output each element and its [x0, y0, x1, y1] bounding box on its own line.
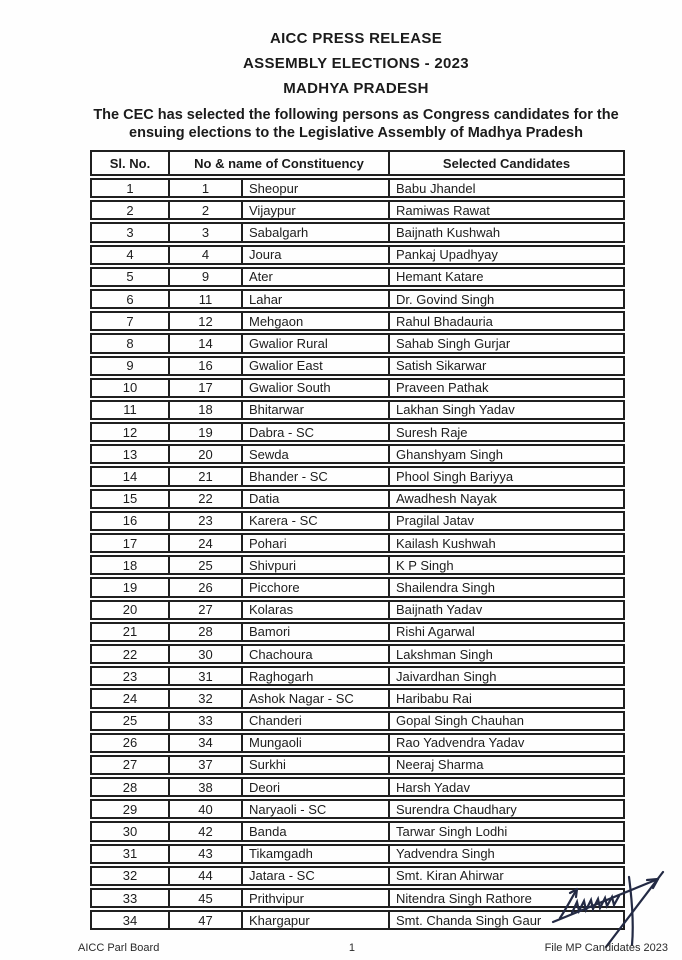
table-row [90, 688, 625, 708]
table-row [90, 600, 625, 620]
candidate-cell: Satish Sikarwar [390, 356, 625, 376]
sl-no-cell: 17 [90, 533, 170, 553]
constituency-name-cell: Pohari [243, 533, 390, 553]
constituency-name-cell: Bamori [243, 622, 390, 642]
table-row [90, 267, 625, 287]
table-row [90, 866, 625, 886]
constituency-no-cell: 9 [170, 267, 243, 287]
constituency-name-cell: Mungaoli [243, 733, 390, 753]
constituency-name-cell: Datia [243, 489, 390, 509]
table-row [90, 622, 625, 642]
candidate-cell: K P Singh [390, 555, 625, 575]
sl-no-cell: 8 [90, 333, 170, 353]
candidate-cell: Pankaj Upadhyay [390, 245, 625, 265]
table-row [90, 356, 625, 376]
sl-no-cell: 5 [90, 267, 170, 287]
constituency-name-cell: Ashok Nagar - SC [243, 688, 390, 708]
candidate-cell: Shailendra Singh [390, 577, 625, 597]
sl-no-cell: 29 [90, 799, 170, 819]
table-row [90, 533, 625, 553]
footer-page-number: 1 [348, 942, 356, 954]
sl-no-cell: 27 [90, 755, 170, 775]
column-header-selected-candidates: Selected Candidates [390, 150, 625, 176]
constituency-no-cell: 18 [170, 400, 243, 420]
candidate-cell: Baijnath Kushwah [390, 222, 625, 242]
constituency-name-cell: Sheopur [243, 178, 390, 198]
sl-no-cell: 18 [90, 555, 170, 575]
candidate-cell: Rao Yadvendra Yadav [390, 733, 625, 753]
table-row [90, 489, 625, 509]
sl-no-cell: 1 [90, 178, 170, 198]
table-row [90, 666, 625, 686]
sl-no-cell: 4 [90, 245, 170, 265]
candidates-table-head [90, 150, 625, 176]
constituency-no-cell: 21 [170, 466, 243, 486]
table-row [90, 422, 625, 442]
candidate-cell: Yadvendra Singh [390, 844, 625, 864]
constituency-name-cell: Deori [243, 777, 390, 797]
table-row [90, 733, 625, 753]
sl-no-cell: 19 [90, 577, 170, 597]
sl-no-cell: 3 [90, 222, 170, 242]
constituency-name-cell: Gwalior Rural [243, 333, 390, 353]
constituency-name-cell: Gwalior East [243, 356, 390, 376]
candidate-cell: Ghanshyam Singh [390, 444, 625, 464]
constituency-no-cell: 2 [170, 200, 243, 220]
constituency-no-cell: 26 [170, 577, 243, 597]
constituency-no-cell: 37 [170, 755, 243, 775]
table-row [90, 289, 625, 309]
candidates-table [90, 148, 625, 932]
sl-no-cell: 23 [90, 666, 170, 686]
constituency-name-cell: Gwalior South [243, 378, 390, 398]
constituency-name-cell: Ater [243, 267, 390, 287]
table-row [90, 821, 625, 841]
constituency-no-cell: 4 [170, 245, 243, 265]
table-row [90, 333, 625, 353]
constituency-no-cell: 33 [170, 711, 243, 731]
table-row [90, 644, 625, 664]
constituency-name-cell: Sewda [243, 444, 390, 464]
candidate-cell: Jaivardhan Singh [390, 666, 625, 686]
sl-no-cell: 6 [90, 289, 170, 309]
document-header [0, 0, 682, 142]
constituency-no-cell: 44 [170, 866, 243, 886]
constituency-no-cell: 22 [170, 489, 243, 509]
candidate-cell: Harsh Yadav [390, 777, 625, 797]
title-press-release: AICC PRESS RELEASE [269, 30, 443, 47]
candidate-cell: Surendra Chaudhary [390, 799, 625, 819]
candidate-cell: Dr. Govind Singh [390, 289, 625, 309]
candidate-cell: Hemant Katare [390, 267, 625, 287]
candidate-cell: Tarwar Singh Lodhi [390, 821, 625, 841]
constituency-no-cell: 28 [170, 622, 243, 642]
table-row [90, 577, 625, 597]
table-row [90, 222, 625, 242]
header-row [90, 150, 625, 176]
sl-no-cell: 11 [90, 400, 170, 420]
candidates-tbody [90, 178, 625, 930]
candidate-cell: Pragilal Jatav [390, 511, 625, 531]
constituency-name-cell: Picchore [243, 577, 390, 597]
constituency-name-cell: Joura [243, 245, 390, 265]
constituency-no-cell: 34 [170, 733, 243, 753]
table-row [90, 378, 625, 398]
candidate-cell: Lakshman Singh [390, 644, 625, 664]
constituency-name-cell: Mehgaon [243, 311, 390, 331]
table-row [90, 799, 625, 819]
constituency-name-cell: Surkhi [243, 755, 390, 775]
constituency-no-cell: 32 [170, 688, 243, 708]
candidate-cell: Phool Singh Bariyya [390, 466, 625, 486]
candidate-cell: Awadhesh Nayak [390, 489, 625, 509]
sl-no-cell: 14 [90, 466, 170, 486]
footer-right: File MP Candidates 2023 [544, 942, 668, 954]
table-row [90, 511, 625, 531]
constituency-no-cell: 20 [170, 444, 243, 464]
candidate-cell: Rishi Agarwal [390, 622, 625, 642]
constituency-no-cell: 16 [170, 356, 243, 376]
table-row [90, 444, 625, 464]
candidate-cell: Baijnath Yadav [390, 600, 625, 620]
constituency-name-cell: Vijaypur [243, 200, 390, 220]
candidate-cell: Smt. Kiran Ahirwar [390, 866, 625, 886]
constituency-no-cell: 3 [170, 222, 243, 242]
constituency-name-cell: Banda [243, 821, 390, 841]
constituency-no-cell: 31 [170, 666, 243, 686]
table-row [90, 711, 625, 731]
candidate-cell: Neeraj Sharma [390, 755, 625, 775]
table-row [90, 245, 625, 265]
table-row [90, 200, 625, 220]
table-row [90, 178, 625, 198]
constituency-name-cell: Chanderi [243, 711, 390, 731]
constituency-no-cell: 38 [170, 777, 243, 797]
table-row [90, 777, 625, 797]
column-header-sl-no: Sl. No. [90, 150, 170, 176]
constituency-name-cell: Chachoura [243, 644, 390, 664]
constituency-no-cell: 45 [170, 888, 243, 908]
candidate-cell: Haribabu Rai [390, 688, 625, 708]
constituency-name-cell: Sabalgarh [243, 222, 390, 242]
constituency-no-cell: 17 [170, 378, 243, 398]
sl-no-cell: 21 [90, 622, 170, 642]
sl-no-cell: 15 [90, 489, 170, 509]
table-row [90, 400, 625, 420]
table-row [90, 311, 625, 331]
constituency-no-cell: 23 [170, 511, 243, 531]
page-footer [0, 942, 682, 954]
candidate-cell: Ramiwas Rawat [390, 200, 625, 220]
constituency-no-cell: 47 [170, 910, 243, 930]
candidate-cell: Nitendra Singh Rathore [390, 888, 625, 908]
candidate-cell: Lakhan Singh Yadav [390, 400, 625, 420]
table-row [90, 844, 625, 864]
constituency-name-cell: Naryaoli - SC [243, 799, 390, 819]
title-state: MADHYA PRADESH [283, 80, 429, 97]
constituency-name-cell: Karera - SC [243, 511, 390, 531]
constituency-name-cell: Khargapur [243, 910, 390, 930]
sl-no-cell: 12 [90, 422, 170, 442]
constituency-no-cell: 25 [170, 555, 243, 575]
footer-left: AICC Parl Board [78, 942, 160, 954]
candidate-cell: Suresh Raje [390, 422, 625, 442]
candidate-cell: Praveen Pathak [390, 378, 625, 398]
sl-no-cell: 26 [90, 733, 170, 753]
constituency-no-cell: 43 [170, 844, 243, 864]
sl-no-cell: 13 [90, 444, 170, 464]
sl-no-cell: 9 [90, 356, 170, 376]
sl-no-cell: 7 [90, 311, 170, 331]
constituency-no-cell: 27 [170, 600, 243, 620]
constituency-no-cell: 12 [170, 311, 243, 331]
sl-no-cell: 34 [90, 910, 170, 930]
sl-no-cell: 16 [90, 511, 170, 531]
table-row [90, 910, 625, 930]
constituency-name-cell: Dabra - SC [243, 422, 390, 442]
constituency-name-cell: Prithvipur [243, 888, 390, 908]
constituency-no-cell: 1 [170, 178, 243, 198]
sl-no-cell: 2 [90, 200, 170, 220]
table-row [90, 466, 625, 486]
constituency-name-cell: Shivpuri [243, 555, 390, 575]
constituency-name-cell: Lahar [243, 289, 390, 309]
constituency-name-cell: Kolaras [243, 600, 390, 620]
constituency-no-cell: 24 [170, 533, 243, 553]
sl-no-cell: 28 [90, 777, 170, 797]
candidate-cell: Rahul Bhadauria [390, 311, 625, 331]
table-row [90, 755, 625, 775]
sl-no-cell: 25 [90, 711, 170, 731]
sl-no-cell: 30 [90, 821, 170, 841]
constituency-name-cell: Bhander - SC [243, 466, 390, 486]
column-header-constituency: No & name of Constituency [170, 150, 390, 176]
sl-no-cell: 22 [90, 644, 170, 664]
sl-no-cell: 20 [90, 600, 170, 620]
title-assembly-elections: ASSEMBLY ELECTIONS - 2023 [243, 55, 469, 72]
sl-no-cell: 10 [90, 378, 170, 398]
constituency-no-cell: 19 [170, 422, 243, 442]
candidate-cell: Babu Jhandel [390, 178, 625, 198]
candidate-cell: Smt. Chanda Singh Gaur [390, 910, 625, 930]
sl-no-cell: 24 [90, 688, 170, 708]
constituency-name-cell: Jatara - SC [243, 866, 390, 886]
constituency-no-cell: 30 [170, 644, 243, 664]
sl-no-cell: 31 [90, 844, 170, 864]
constituency-no-cell: 11 [170, 289, 243, 309]
sl-no-cell: 32 [90, 866, 170, 886]
constituency-name-cell: Tikamgadh [243, 844, 390, 864]
table-row [90, 888, 625, 908]
constituency-no-cell: 42 [170, 821, 243, 841]
constituency-no-cell: 40 [170, 799, 243, 819]
cec-statement: The CEC has selected the following persons as Congress candidates for the ensuing elections to the Legislative Assembly of Madhya Pradesh [93, 107, 619, 141]
candidate-cell: Sahab Singh Gurjar [390, 333, 625, 353]
table-row [90, 555, 625, 575]
constituency-no-cell: 14 [170, 333, 243, 353]
candidate-cell: Kailash Kushwah [390, 533, 625, 553]
constituency-name-cell: Bhitarwar [243, 400, 390, 420]
sl-no-cell: 33 [90, 888, 170, 908]
constituency-name-cell: Raghogarh [243, 666, 390, 686]
candidate-cell: Gopal Singh Chauhan [390, 711, 625, 731]
